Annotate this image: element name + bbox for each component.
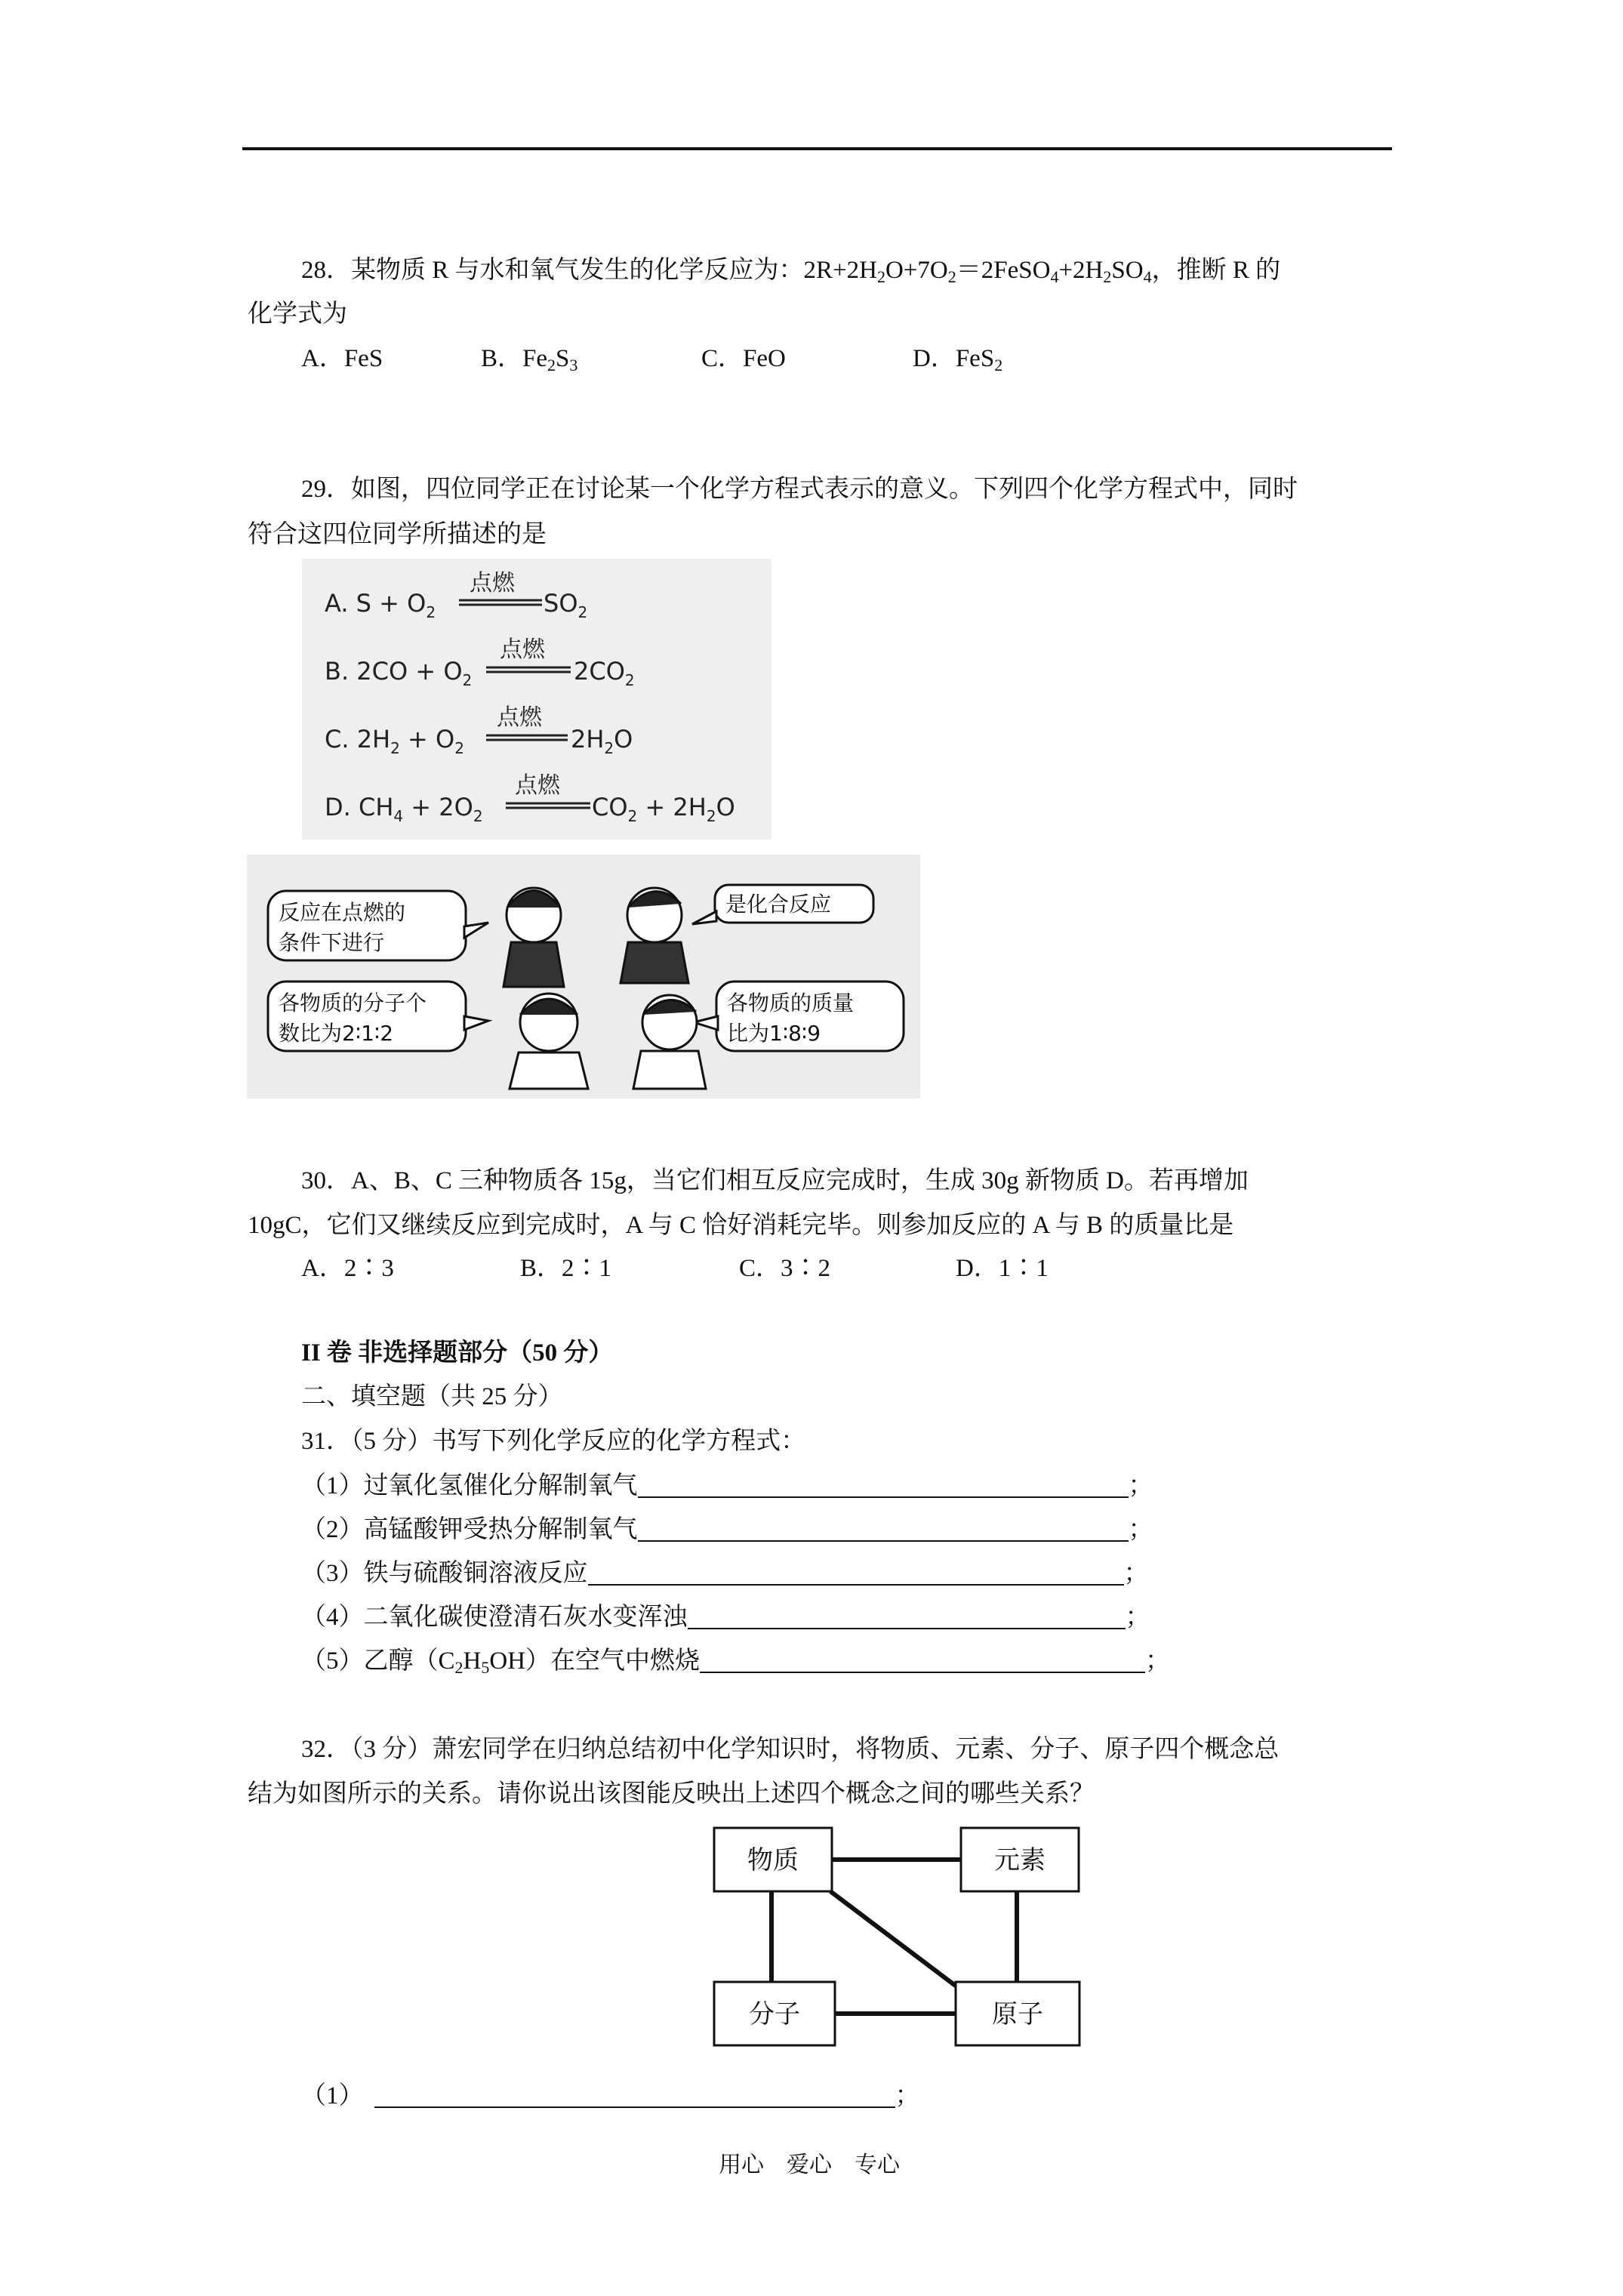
section2-subtitle: 二、填空题（共 25 分）	[301, 1383, 563, 1410]
equation-c-condition: 点燃	[497, 704, 542, 731]
equations-figure-svg	[302, 559, 771, 840]
bubble-mass-ratio-text-1: 各物质的质量	[727, 991, 855, 1015]
bubble-molecule-ratio-text-2: 数比为2∶1∶2	[279, 1021, 394, 1046]
q32-line1: 32．（3 分）萧宏同学在归纳总结初中化学知识时，将物质、元素、分子、原子四个概念总	[301, 1736, 1280, 1763]
node-molecule-label: 分子	[749, 1999, 800, 2029]
q31-item-4-blank[interactable]	[688, 1605, 1126, 1629]
bubble-molecule-ratio-text-1: 各物质的分子个	[279, 991, 427, 1015]
bubble-condition-text-2: 条件下进行	[279, 930, 385, 955]
q29-line1: 29．如图，四位同学正在讨论某一个化学方程式表示的意义。下列四个化学方程式中，同时	[301, 476, 1298, 503]
equation-d: D. $CH_4 + 2O_2$	[325, 793, 483, 825]
q31-item-3-blank[interactable]	[588, 1561, 1124, 1586]
q31-item-2: （2）高锰酸钾受热分解制氧气 ；	[301, 1516, 1153, 1543]
q28-option-c: C．FeO	[701, 345, 786, 372]
students-discussion-svg	[247, 855, 920, 1099]
equation-b-product: $2CO_2$	[574, 657, 635, 689]
q31-item-5-blank[interactable]	[700, 1649, 1145, 1673]
q28-line2: 化学式为	[248, 300, 347, 328]
page-footer: 用心 爱心 专心	[719, 2152, 900, 2178]
q31-item-3-label: （3）铁与硫酸铜溶液反应	[301, 1560, 588, 1587]
q28-option-d: D．FeS$_2$	[913, 345, 1003, 374]
equation-c: C. $2H_2 + O_2$	[325, 725, 464, 757]
equation-a-product: $SO_2$	[544, 589, 588, 621]
q31-item-5-label: （5）乙醇$(C_2H_5OH)$在空气中燃烧	[301, 1647, 701, 1677]
q32-line2: 结为如图所示的关系。请你说出该图能反映出上述四个概念之间的哪些关系？	[248, 1780, 1095, 1808]
q30-option-d: D．1∶1	[956, 1255, 1049, 1282]
section2-title: II 卷 非选择题部分（50 分）	[301, 1339, 614, 1367]
equation-d-product: $CO_2 + 2H_2O$	[592, 793, 735, 825]
equation-a: A. $S + O_2$	[325, 589, 436, 621]
equation-a-condition: 点燃	[470, 570, 515, 596]
node-atom-label: 原子	[992, 1999, 1043, 2029]
node-element-label: 元素	[994, 1845, 1046, 1875]
students-discussion-figure	[247, 855, 920, 1099]
q31-item-4: （4）二氧化碳使澄清石灰水变浑浊 ；	[301, 1604, 1150, 1631]
q31-intro: 31．（5 分）书写下列化学反应的化学方程式：	[301, 1428, 806, 1455]
q30-line1: 30．A、B、C 三种物质各 15g，当它们相互反应完成时，生成 30g 新物质 D。若再增加	[301, 1167, 1249, 1194]
concept-diagram	[710, 1823, 1087, 2050]
q31-item-1-label: （1）过氧化氢催化分解制氧气	[301, 1472, 638, 1499]
q28-option-a: A．FeS	[301, 345, 383, 372]
q28-option-b: B．$Fe_2S_3$	[481, 345, 578, 374]
q31-item-2-label: （2）高锰酸钾受热分解制氧气	[301, 1516, 638, 1543]
equation-d-condition: 点燃	[515, 772, 560, 799]
equation-b-condition: 点燃	[500, 636, 545, 663]
q28-line1: 28．某物质 R 与水和氧气发生的化学反应为：$2R+2H_2O+7O_2=2FeSO_4+2H_2SO_4$，推断 R 的	[301, 257, 1281, 286]
q30-line2: 10gC，它们又继续反应到完成时，A 与 C 恰好消耗完毕。则参加反应的 A 与 B 的质量比是	[248, 1212, 1234, 1239]
q32-answer-1-label: （1）	[301, 2082, 364, 2110]
bubble-combination-text: 是化合反应	[725, 892, 832, 917]
q31-item-5: （5）乙醇$(C_2H_5OH)$在空气中燃烧 ；	[301, 1647, 1171, 1677]
q31-item-2-blank[interactable]	[638, 1518, 1129, 1542]
node-substance-label: 物质	[747, 1845, 799, 1875]
q32-answer-1: （1） ；	[301, 2082, 920, 2110]
header-rule	[242, 147, 1392, 150]
q29-line2: 符合这四位同学所描述的是	[248, 521, 547, 548]
q32-answer-1-blank[interactable]	[374, 2084, 895, 2108]
equations-figure	[302, 559, 771, 840]
bubble-condition-text-1: 反应在点燃的	[279, 900, 406, 925]
q31-item-1: （1）过氧化氢催化分解制氧气 ；	[301, 1472, 1153, 1499]
equation-c-product: $2H_2O$	[571, 725, 633, 757]
q31-item-3: （3）铁与硫酸铜溶液反应 ；	[301, 1560, 1149, 1587]
q31-item-4-label: （4）二氧化碳使澄清石灰水变浑浊	[301, 1604, 688, 1631]
q31-item-1-blank[interactable]	[638, 1474, 1129, 1498]
q30-option-a: A．2∶3	[301, 1255, 394, 1282]
q30-option-b: B．2∶1	[520, 1255, 612, 1282]
equation-b: B. $2CO + O_2$	[325, 657, 473, 689]
q30-option-c: C．3∶2	[739, 1255, 831, 1282]
bubble-mass-ratio-text-2: 比为1∶8∶9	[727, 1021, 821, 1046]
